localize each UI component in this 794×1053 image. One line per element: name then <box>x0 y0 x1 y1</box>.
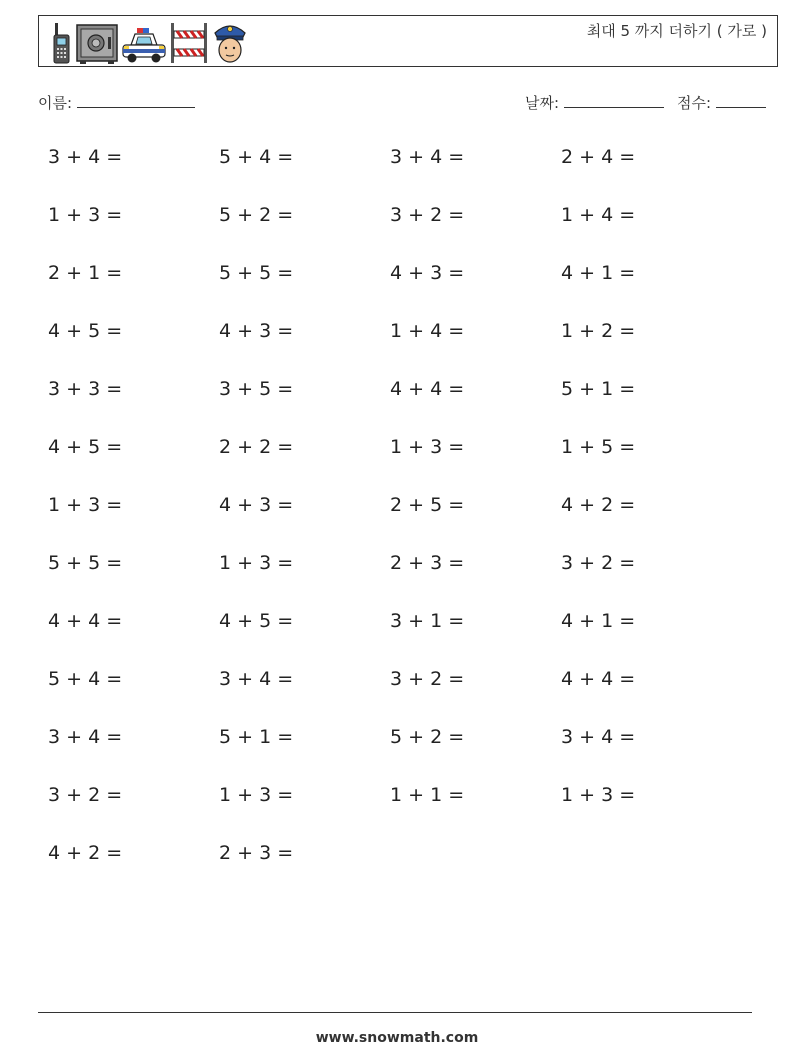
addition-problem: 5 + 2 = <box>219 204 294 226</box>
addition-problem: 2 + 3 = <box>219 842 294 864</box>
addition-problem: 4 + 2 = <box>48 842 123 864</box>
addition-problem: 4 + 1 = <box>561 262 636 284</box>
barrier-icon <box>169 21 209 65</box>
addition-problem: 1 + 3 = <box>219 552 294 574</box>
safe-icon <box>75 23 119 65</box>
addition-problem: 1 + 3 = <box>48 204 123 226</box>
addition-problem: 5 + 4 = <box>48 668 123 690</box>
website-footer: www.snowmath.com <box>315 1030 479 1046</box>
police-car-icon <box>121 25 167 65</box>
addition-problem: 4 + 2 = <box>561 494 636 516</box>
score-field <box>677 92 766 113</box>
addition-problem: 3 + 2 = <box>48 784 123 806</box>
header-box <box>38 15 778 67</box>
addition-problem: 5 + 2 = <box>390 726 465 748</box>
addition-problem: 1 + 3 = <box>219 784 294 806</box>
addition-problem: 4 + 3 = <box>390 262 465 284</box>
addition-problem: 3 + 4 = <box>390 146 465 168</box>
addition-problem: 3 + 4 = <box>48 146 123 168</box>
footer-divider <box>38 1012 752 1013</box>
addition-problem: 3 + 3 = <box>48 378 123 400</box>
date-blank[interactable] <box>564 93 664 108</box>
addition-problem: 1 + 3 = <box>48 494 123 516</box>
addition-problem: 3 + 1 = <box>390 610 465 632</box>
addition-problem: 5 + 1 = <box>561 378 636 400</box>
addition-problem: 1 + 4 = <box>390 320 465 342</box>
addition-problem: 4 + 5 = <box>219 610 294 632</box>
addition-problem: 2 + 3 = <box>390 552 465 574</box>
addition-problem: 4 + 3 = <box>219 494 294 516</box>
addition-problem: 1 + 3 = <box>561 784 636 806</box>
addition-problem: 1 + 2 = <box>561 320 636 342</box>
addition-problem: 4 + 3 = <box>219 320 294 342</box>
addition-problem: 3 + 5 = <box>219 378 294 400</box>
addition-problem: 4 + 4 = <box>390 378 465 400</box>
addition-problem: 5 + 5 = <box>219 262 294 284</box>
addition-problem: 4 + 5 = <box>48 320 123 342</box>
addition-problem: 3 + 4 = <box>48 726 123 748</box>
header-icons <box>51 19 249 65</box>
addition-problem: 5 + 1 = <box>219 726 294 748</box>
addition-problem: 3 + 2 = <box>390 204 465 226</box>
addition-problem: 1 + 5 = <box>561 436 636 458</box>
addition-problem: 4 + 1 = <box>561 610 636 632</box>
addition-problem: 1 + 1 = <box>390 784 465 806</box>
name-blank[interactable] <box>77 93 195 108</box>
addition-problem: 4 + 5 = <box>48 436 123 458</box>
addition-problem: 3 + 2 = <box>390 668 465 690</box>
name-label: 이름: <box>38 94 73 112</box>
addition-problem: 4 + 4 = <box>561 668 636 690</box>
police-officer-icon <box>211 19 249 65</box>
addition-problem: 3 + 2 = <box>561 552 636 574</box>
name-field <box>38 92 195 113</box>
addition-problem: 5 + 4 = <box>219 146 294 168</box>
addition-problem: 2 + 1 = <box>48 262 123 284</box>
addition-problem: 1 + 4 = <box>561 204 636 226</box>
addition-problem: 2 + 4 = <box>561 146 636 168</box>
addition-problem: 4 + 4 = <box>48 610 123 632</box>
addition-problem: 1 + 3 = <box>390 436 465 458</box>
addition-problem: 3 + 4 = <box>561 726 636 748</box>
date-field <box>525 92 664 113</box>
addition-problem: 2 + 5 = <box>390 494 465 516</box>
addition-problem: 3 + 4 = <box>219 668 294 690</box>
walkie-talkie-icon <box>51 21 73 65</box>
addition-problem: 2 + 2 = <box>219 436 294 458</box>
score-label: 점수: <box>677 94 712 112</box>
worksheet-title: 최대 5 까지 더하기 ( 가로 ) <box>586 22 767 40</box>
score-blank[interactable] <box>716 93 766 108</box>
date-label: 날짜: <box>525 94 560 112</box>
addition-problem: 5 + 5 = <box>48 552 123 574</box>
